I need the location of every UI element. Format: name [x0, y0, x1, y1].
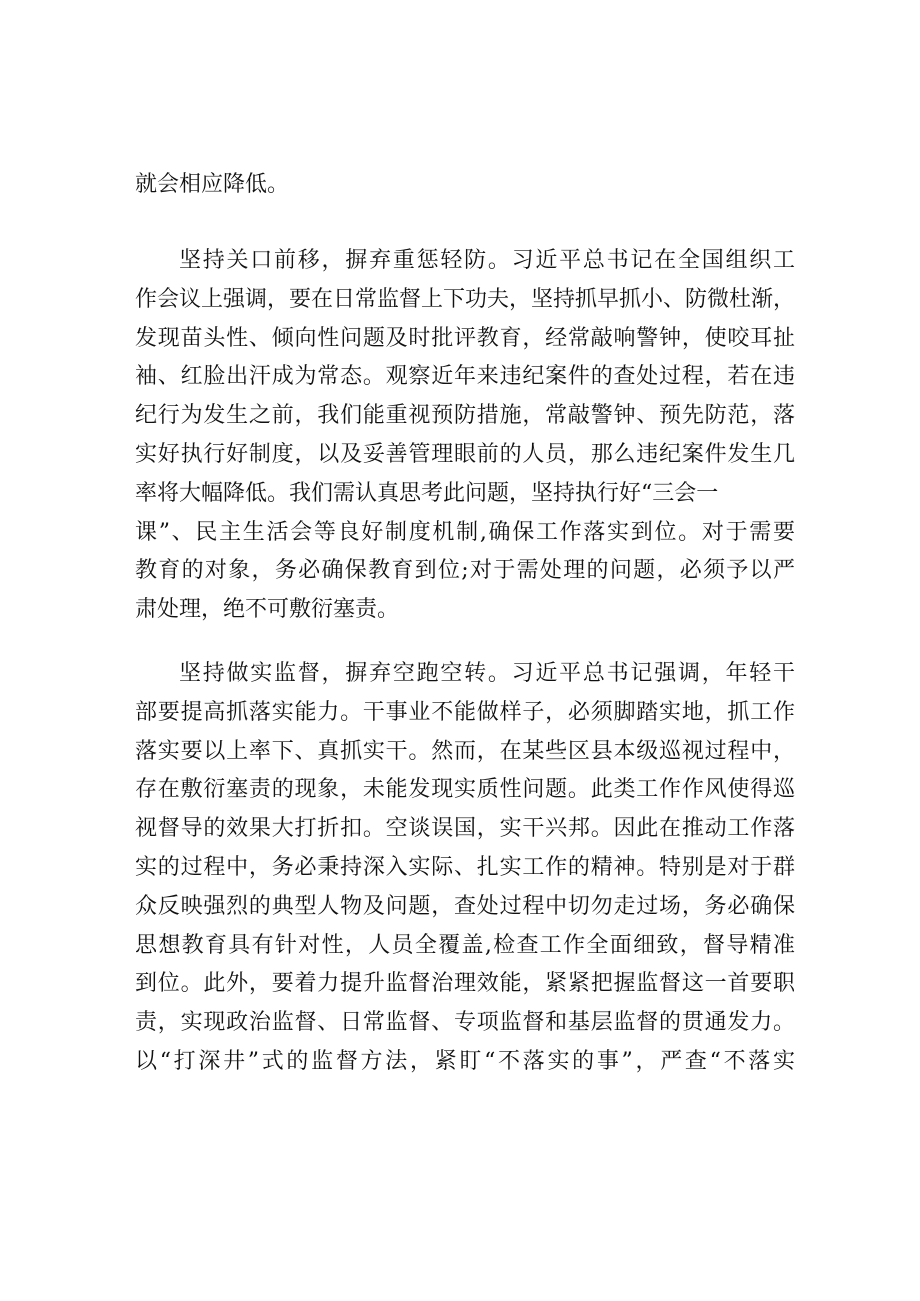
text-line: 袖、红脸出汗成为常态。观察近年来违纪案件的查处过程，若在违	[135, 364, 795, 390]
text-line: 以“打深井”式的监督方法，紧盯“不落实的事”，严查“不落实	[135, 1048, 795, 1074]
text-line: 发现苗头性、倾向性问题及时批评教育，经常敲响警钟，使咬耳扯	[135, 325, 795, 351]
text-line: 肃处理，绝不可敷衍塞责。	[135, 597, 400, 623]
text-line: 众反映强烈的典型人物及问题，查处过程中切勿走过场，务必确保	[135, 893, 795, 919]
text-line: 部要提高抓落实能力。干事业不能做样子，必须脚踏实地，抓工作	[135, 699, 795, 725]
text-line: 课”、民主生活会等良好制度机制,确保工作落实到位。对于需要	[135, 519, 795, 545]
text-line: 坚持关口前移，摒弃重惩轻防。习近平总书记在全国组织工	[179, 248, 795, 273]
text-line: 视督导的效果大打折扣。空谈误国，实干兴邦。因此在推动工作落	[135, 816, 795, 842]
text-line: 存在敷衍塞责的现象，未能发现实质性问题。此类工作作风使得巡	[135, 777, 795, 803]
text-line: 责，实现政治监督、日常监督、专项监督和基层监督的贯通发力。	[135, 1010, 795, 1036]
paragraph-supervision	[135, 655, 795, 1082]
text-line: 教育的对象，务必确保教育到位;对于需处理的问题，必须予以严	[135, 558, 795, 584]
text-line: 率将大幅降低。我们需认真思考此问题，坚持执行好“三会一	[135, 480, 719, 506]
text-line: 到位。此外，要着力提升监督治理效能，紧紧把握监督这一首要职	[135, 971, 795, 997]
text-line: 纪行为发生之前，我们能重视预防措施，常敲警钟、预先防范，落	[135, 403, 795, 429]
text-line: 实的过程中，务必秉持深入实际、扎实工作的精神。特别是对于群	[135, 854, 795, 880]
text-line: 思想教育具有针对性，人员全覆盖,检查工作全面细致，督导精准	[135, 932, 795, 958]
paragraph-continuation	[135, 166, 795, 205]
text-line: 落实要以上率下、真抓实干。然而，在某些区县本级巡视过程中，	[135, 738, 795, 764]
text-line: 作会议上强调，要在日常监督上下功夫，坚持抓早抓小、防微杜渐，	[135, 286, 796, 312]
text-line: 坚持做实监督，摒弃空跑空转。习近平总书记强调，年轻干	[179, 661, 795, 686]
text-line: 实好执行好制度，以及妥善管理眼前的人员，那么违纪案件发生几	[135, 441, 795, 467]
paragraph-prevention	[135, 242, 795, 630]
text-line: 就会相应降低。	[135, 172, 290, 197]
